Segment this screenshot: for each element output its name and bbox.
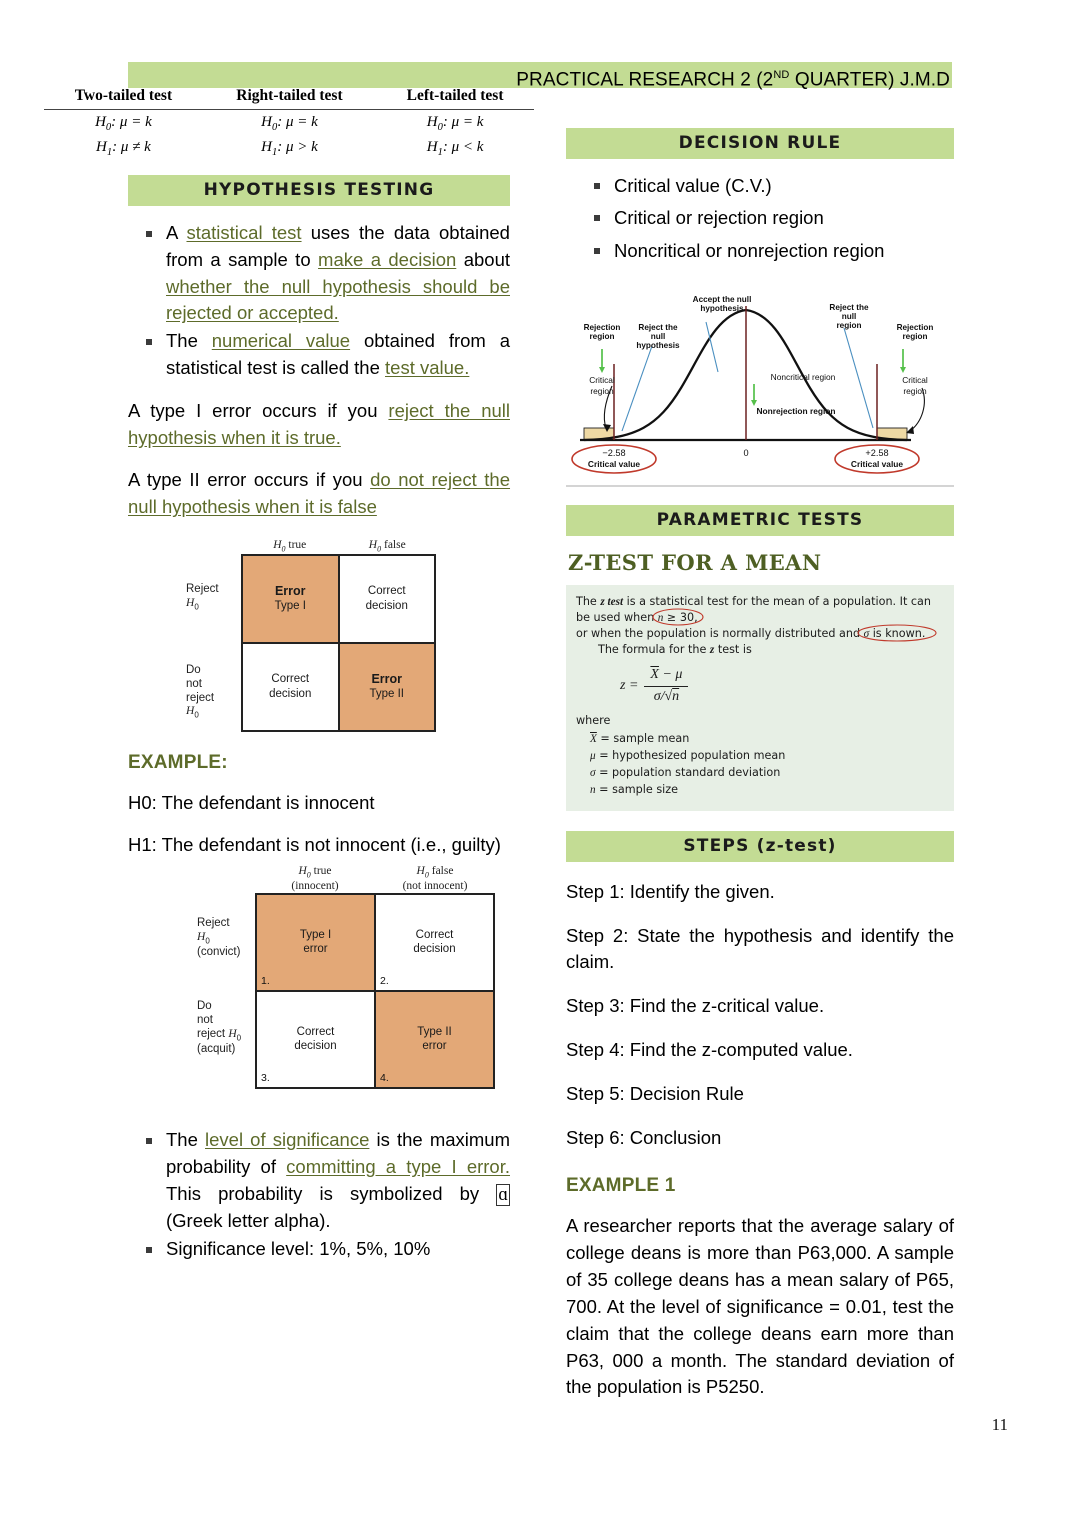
matrix1-cell-1-sub: Correct decision: [365, 585, 408, 612]
col-header-two-tailed: Two-tailed test: [44, 86, 203, 110]
label-noncritical-region: Noncritical region: [770, 371, 836, 382]
where-item-1: μ = hypothesized population mean: [590, 749, 786, 763]
bullet-text-significance: The level of significance is the maximum probability of committing a type I error. This probability is symbolized by ɑ (Greek letter alpha).: [166, 1128, 510, 1232]
matrix1-row-do-not-reject: Do not reject $H_0$: [186, 664, 215, 720]
left-example-heading: EXAMPLE:: [128, 751, 228, 773]
formula-fraction: [644, 666, 688, 707]
svg-text:null: null: [841, 311, 857, 321]
ellipse-n30: [652, 608, 704, 626]
matrix2-cell-2-label: Correct decision: [294, 1026, 337, 1053]
label-rejection-region-left: Rejection: [583, 322, 621, 332]
svg-text:hypothesis: hypothesis: [700, 303, 744, 313]
matrix2-column-headers: [255, 865, 495, 893]
svg-text:region: region: [590, 385, 614, 396]
svg-text:region: region: [903, 385, 927, 396]
matrix1-cell-0-bold: Error: [274, 583, 306, 598]
right-column: [566, 128, 954, 1401]
where-def-1: = hypothesized population mean: [599, 749, 786, 763]
matrix2-grid: [255, 893, 495, 1089]
label-reject-null-left: Reject the: [638, 322, 678, 332]
matrix2-cell-0: [256, 894, 375, 991]
formula-where-list: [590, 731, 944, 799]
right-example-heading: EXAMPLE 1: [566, 1175, 676, 1197]
matrix2-col-h0-true: $H_0$ true (innocent): [291, 865, 339, 892]
matrix2-cell-1-label: Correct decision: [413, 929, 456, 956]
ztest-formula: [620, 666, 944, 707]
arrow-green-left-head: [599, 367, 605, 373]
arrow-green-right-head: [900, 367, 906, 373]
list-item: Noncritical or nonrejection region: [566, 238, 954, 264]
formula-box-line-2: or when the population is normally distributed and σ is known.: [576, 626, 944, 642]
label-rejection-region-right: Rejection: [896, 322, 934, 332]
table-header-row: [44, 86, 534, 110]
cell-h0-two: $H_0$: μ = k: [95, 114, 152, 133]
where-item-3: n = sample size: [590, 782, 679, 796]
matrix2-cell-3-num: 4.: [380, 1071, 389, 1084]
cell-h0-left: $H_0$: μ = k: [426, 114, 484, 133]
bell-curve-figure: [566, 276, 954, 499]
label-reject-null-right: Reject the: [829, 302, 869, 312]
list-item: Critical value (C.V.): [566, 173, 954, 199]
svg-text:hypothesis: hypothesis: [636, 340, 680, 350]
matrix2-row-reject: Reject $H_0$ (convict): [197, 917, 241, 958]
formula-numerator: $\overline{X} - \mu$: [644, 666, 688, 687]
where-item-2: σ = population standard deviation: [590, 765, 781, 779]
matrix1-cell-2-sub: Correct decision: [269, 673, 312, 700]
h0-statement: H0: The defendant is innocent: [128, 791, 375, 813]
matrix2-cell-3: [375, 991, 494, 1088]
matrix1-row-reject: Reject $H_0$: [186, 583, 219, 612]
leader-reject-right: [844, 328, 873, 428]
tailed-test-table: [44, 86, 534, 161]
matrix1-col-h0-true: $H_0$ true: [273, 539, 307, 554]
section-header-steps: STEPS (z-test): [566, 831, 954, 862]
significance-bullets: [128, 1127, 510, 1263]
matrix2-cell-1-num: 2.: [380, 974, 389, 987]
matrix1-cell-3-sub: Type II: [369, 688, 405, 701]
left-column: [42, 86, 542, 1264]
table-row: [44, 135, 534, 160]
step-2: Step 2: State the hypothesis and identify the claim.: [566, 924, 954, 973]
page-header-title: [516, 62, 952, 91]
h1-statement: H1: The defendant is not innocent (i.e., guilty): [128, 834, 501, 856]
matrix2-cell-2: [256, 991, 375, 1088]
type-2-error-paragraph: A type II error occurs if you do not reject the null hypothesis when it is false: [128, 469, 511, 518]
tick-label-center-value: 0: [743, 447, 749, 458]
tick-label-left-sub: Critical value: [587, 458, 641, 469]
matrix2-cell-1: [375, 894, 494, 991]
matrix2-cell-0-num: 1.: [261, 974, 270, 987]
step-5: Step 5: Decision Rule: [566, 1082, 744, 1104]
formula-where-label: where: [576, 714, 611, 728]
page-number: 11: [991, 1415, 1008, 1434]
type-error-matrix-2: [197, 865, 502, 1089]
ztest-title: Z-TEST FOR A MEAN: [568, 549, 822, 575]
ztest-formula-box: [566, 585, 954, 811]
label-accept-null: Accept the null: [692, 294, 752, 304]
matrix1-cell-1: [339, 555, 436, 643]
formula-box-line-3: The formula for the z test is: [598, 643, 752, 657]
step-3: Step 3: Find the z-critical value.: [566, 995, 825, 1017]
matrix2-cell-3-label: Type II error: [417, 1026, 452, 1053]
step-6: Step 6: Conclusion: [566, 1126, 722, 1148]
normal-distribution-svg: [566, 276, 954, 494]
list-item: [128, 1127, 510, 1235]
tick-label-right-value: +2.58: [865, 447, 889, 458]
where-def-2: = population standard deviation: [599, 765, 781, 779]
list-item: [128, 328, 510, 382]
hypothesis-testing-bullets: [128, 220, 510, 382]
where-def-3: = sample size: [599, 782, 679, 796]
bullet-text-1: The numerical value obtained from a statistical test is called the test value.: [166, 330, 510, 379]
svg-text:region: region: [589, 331, 615, 341]
svg-text:region: region: [836, 320, 862, 330]
matrix2-cell-2-num: 3.: [261, 1071, 270, 1084]
matrix1-cell-2: [242, 643, 339, 731]
header-title-sup: ND: [773, 69, 790, 81]
bullet-text-0: A statistical test uses the data obtained from a sample to make a decision about whether the null hypothesis should be rejected or accepted.: [166, 221, 510, 324]
page-header-band: [128, 62, 952, 91]
header-title-main: PRACTICAL RESEARCH 2 (2: [516, 69, 774, 91]
matrix2-cell-0-label: Type I error: [299, 929, 332, 956]
where-def-0: = sample mean: [600, 732, 690, 746]
list-item: Critical or rejection region: [566, 205, 954, 231]
label-critical-region-right: Critical: [902, 374, 928, 385]
formula-box-line-1: The z test is a statistical test for the mean of a population. It can be used when n ≥ 30,: [576, 594, 931, 624]
step-1: Step 1: Identify the given.: [566, 880, 775, 902]
matrix1-cell-0-sub: Type I: [274, 600, 306, 613]
section-header-parametric-tests: PARAMETRIC TESTS: [566, 505, 954, 536]
label-critical-region-left: Critical: [589, 374, 615, 385]
col-header-left-tailed: Left-tailed test: [376, 86, 534, 110]
svg-text:region: region: [902, 331, 928, 341]
matrix1-cell-3-bold: Error: [371, 671, 403, 686]
ellipse-sigma: [857, 624, 937, 642]
matrix1-cell-0: [242, 555, 339, 643]
type-error-matrix-1: [186, 539, 436, 731]
matrix2-row-do-not-reject: Do not reject $H_0$ (acquit): [197, 1000, 242, 1055]
where-item-0: $\overline{X}$ = sample mean: [590, 732, 690, 746]
tick-label-right-sub: Critical value: [850, 458, 904, 469]
bullet-text-sig-levels: Significance level: 1%, 5%, 10%: [166, 1238, 431, 1260]
label-nonrejection-region: Nonrejection region: [756, 405, 836, 416]
circled-sigma-known: σ is known.: [864, 627, 926, 640]
type-1-error-paragraph: A type I error occurs if you reject the null hypothesis when it is true.: [128, 399, 510, 448]
formula-denominator: σ/√n: [653, 689, 680, 705]
cell-h0-right: $H_0$: μ = k: [261, 114, 318, 133]
list-item: [128, 1236, 510, 1263]
formula-lhs: z =: [620, 678, 639, 694]
matrix2-col-h0-false: $H_0$ false (not innocent): [402, 865, 468, 892]
tick-label-left-value: −2.58: [602, 447, 626, 458]
section-header-decision-rule: DECISION RULE: [566, 128, 954, 159]
cell-h1-right: $H_1$: μ > k: [261, 139, 318, 159]
cell-h1-two: $H_1$: μ ≠ k: [96, 139, 151, 159]
matrix1-cell-3: [339, 643, 436, 731]
matrix1-column-headers: [241, 539, 436, 553]
example-1-body: A researcher reports that the average salary of college deans is more than P63,000. A sample of 35 college deans has a mean salary of P65, 700. At the level of significance = 0.01, test the claim that the college deans earn more than P63, 000 a month. The standard deviation of the population is P5250.: [566, 1215, 954, 1398]
svg-text:null: null: [650, 331, 666, 341]
matrix1-grid: [241, 554, 436, 732]
table-row: [44, 110, 534, 136]
matrix1-col-h0-false: $H_0$ false: [368, 539, 406, 554]
circled-n-ge-30: n ≥ 30,: [658, 611, 698, 624]
leader-reject-left: [622, 346, 652, 431]
decision-rule-list: [566, 173, 954, 264]
cell-h1-left: $H_1$: μ < k: [426, 139, 484, 159]
step-4: Step 4: Find the z-computed value.: [566, 1039, 853, 1060]
list-item: [128, 220, 510, 327]
col-header-right-tailed: Right-tailed test: [203, 86, 376, 110]
section-header-hypothesis-testing: HYPOTHESIS TESTING: [128, 175, 510, 206]
header-title-rest: QUARTER) J.M.D: [789, 69, 950, 91]
